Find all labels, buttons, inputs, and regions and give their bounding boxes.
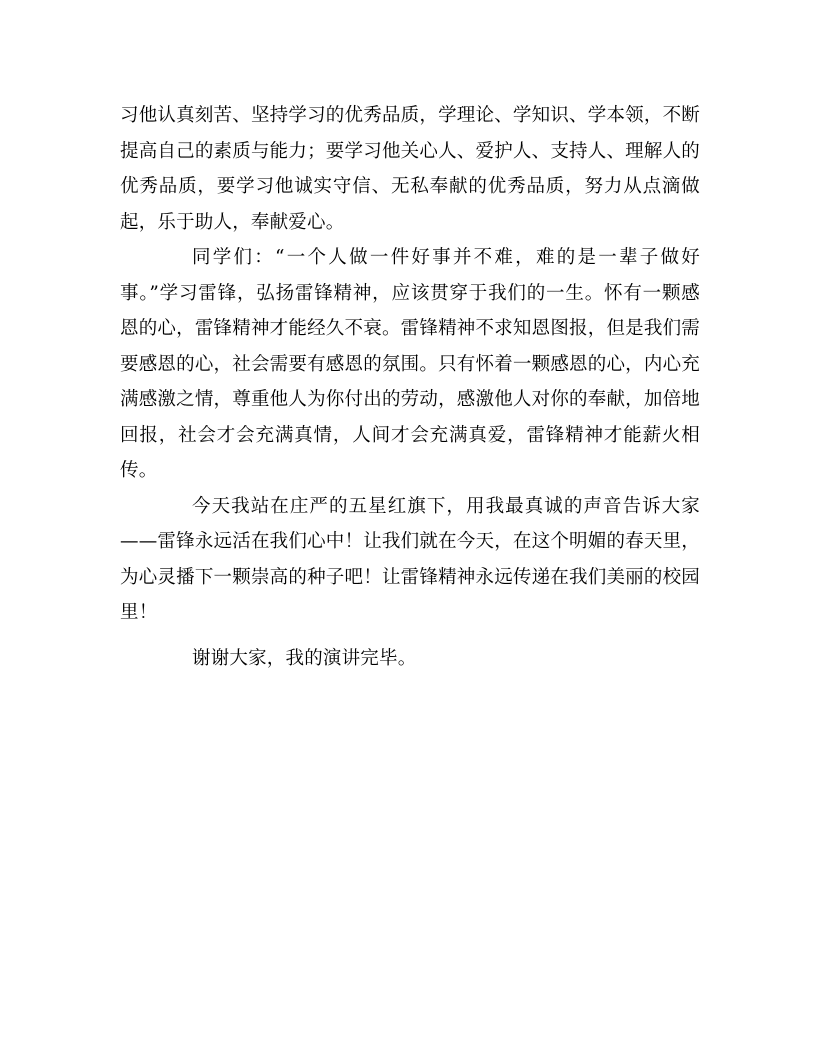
speech-body: [120, 98, 700, 676]
paragraph-continuation: 习他认真刻苦、坚持学习的优秀品质，学理论、学知识、学本领，不断提高自己的素质与能力；要学习他关心人、爱护人、支持人、理解人的优秀品质，要学习他诚实守信、无私奉献的优秀品质，努力从点滴做起，乐于助人，奉献爱心。: [120, 105, 700, 233]
paragraph-gratitude: 同学们：“一个人做一件好事并不难，难的是一辈子做好事。”学习雷锋，弘扬雷锋精神，应该贯穿于我们的一生。怀有一颗感恩的心，雷锋精神才能经久不衰。雷锋精神不求知恩图报，但是我们需要感恩的心，社会需要有感恩的氛围。只有怀着一颗感恩的心，内心充满感激之情，尊重他人为你付出的劳动，感激他人对你的奉献，加倍地回报，社会才会充满真情，人间才会充满真爱，雷锋精神才能薪火相传。: [120, 247, 700, 481]
paragraph-closing: 谢谢大家，我的演讲完毕。: [192, 647, 417, 669]
paragraph-flag-declaration: 今天我站在庄严的五星红旗下，用我最真诚的声音告诉大家——雷锋永远活在我们心中！让我们就在今天，在这个明媚的春天里，为心灵播下一颗崇高的种子吧！让雷锋精神永远传递在我们美丽的校园里！: [120, 495, 700, 623]
